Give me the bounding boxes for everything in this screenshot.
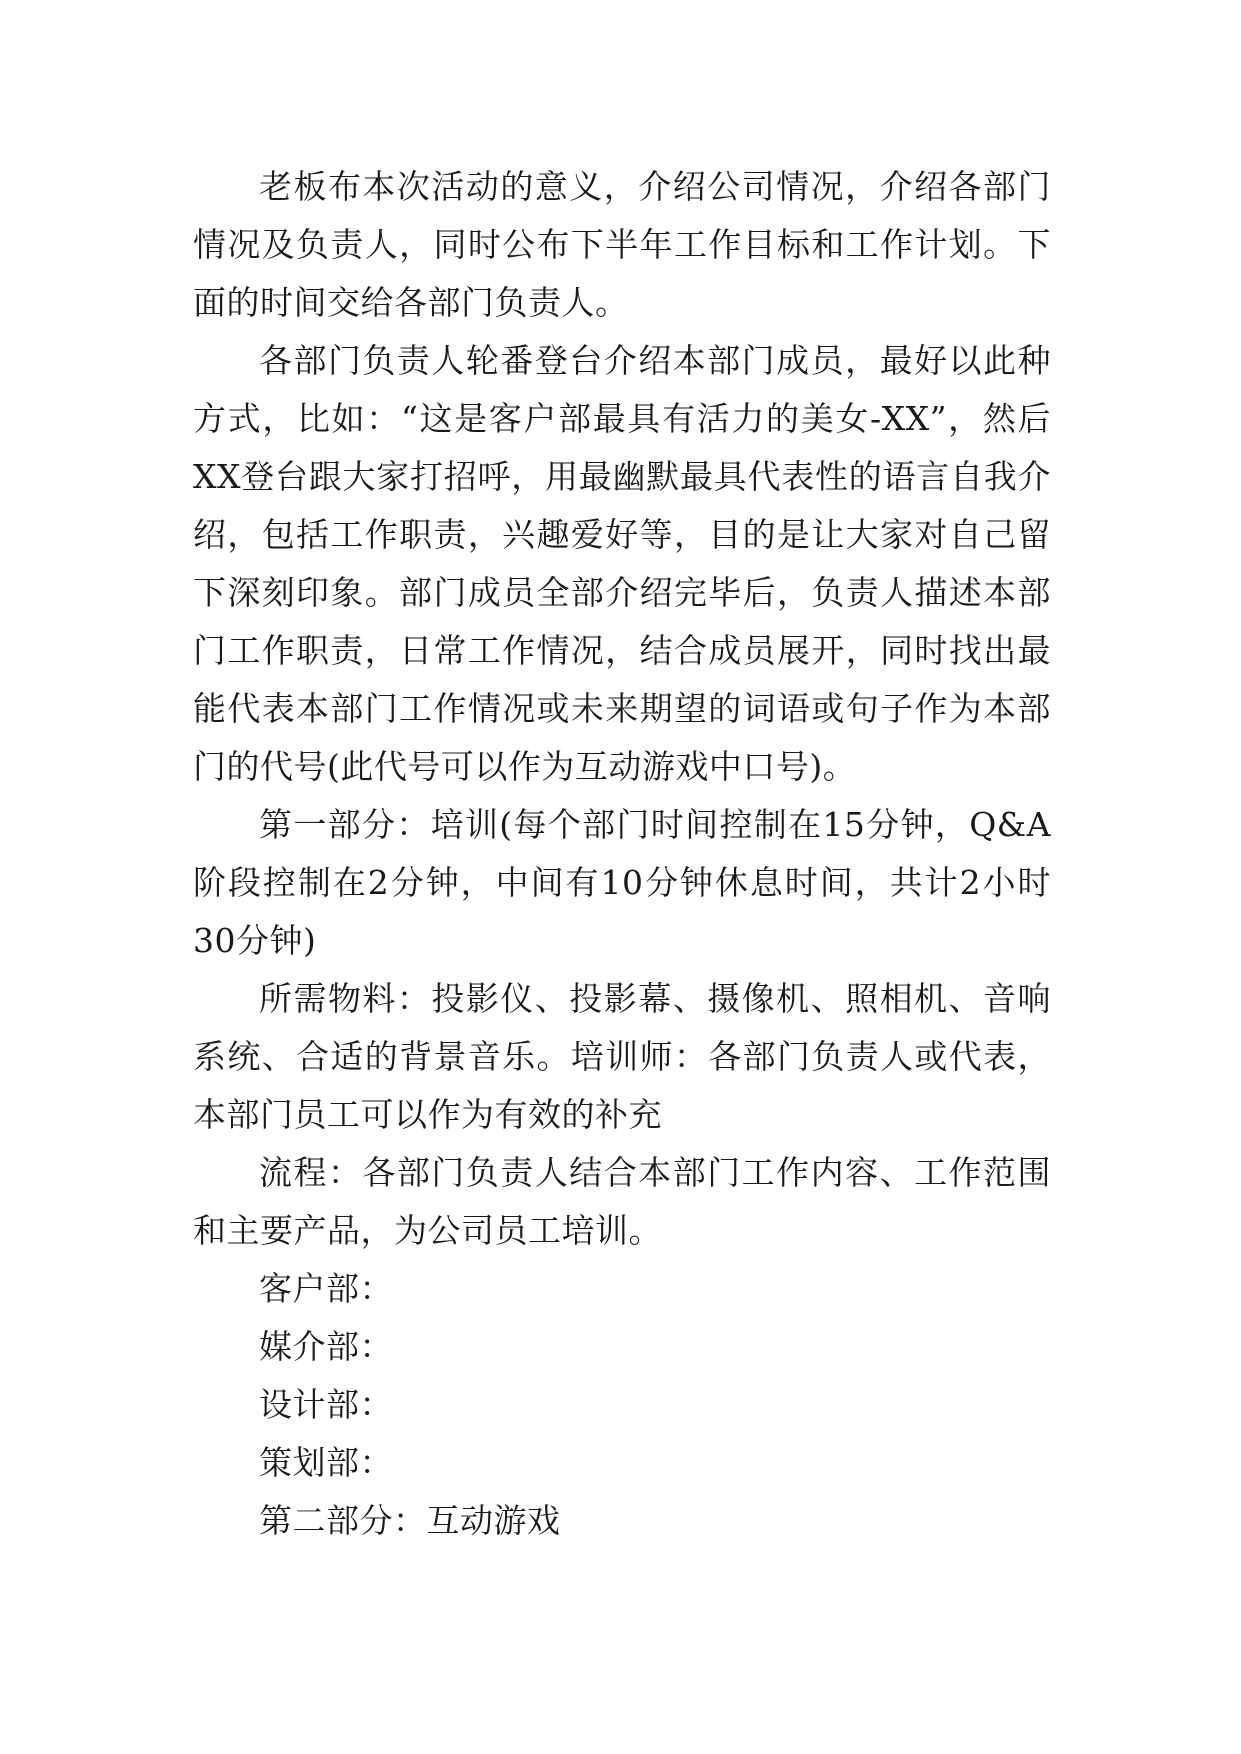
paragraph-materials: 所需物料：投影仪、投影幕、摄像机、照相机、音响系统、合适的背景音乐。培训师：各部门负责人或代表，本部门员工可以作为有效的补充 — [193, 979, 1051, 1134]
paragraph-part-one-training: 第一部分：培训(每个部门时间控制在15分钟，Q&A阶段控制在2分钟，中间有10分钟休息时间，共计2小时30分钟) — [193, 805, 1051, 960]
department-design: 设计部： — [259, 1385, 393, 1424]
document-body — [193, 158, 1051, 1550]
paragraph-process: 流程：各部门负责人结合本部门工作内容、工作范围和主要产品，为公司员工培训。 — [193, 1153, 1051, 1250]
section-two-heading: 第二部分：互动游戏 — [259, 1501, 561, 1540]
department-planning: 策划部： — [259, 1443, 393, 1482]
department-media: 媒介部： — [259, 1327, 393, 1366]
paragraph-activity-meaning: 老板布本次活动的意义，介绍公司情况，介绍各部门情况及负责人，同时公布下半年工作目标和工作计划。下面的时间交给各部门负责人。 — [193, 167, 1051, 322]
paragraph-department-introduction: 各部门负责人轮番登台介绍本部门成员，最好以此种方式，比如：“这是客户部最具有活力的美女-XX”，然后XX登台跟大家打招呼，用最幽默最具代表性的语言自我介绍，包括工作职责，兴趣爱好等，目的是让大家对自己留下深刻印象。部门成员全部介绍完毕后，负责人描述本部门工作职责，日常工作情况，结合成员展开，同时找出最能代表本部门工作情况或未来期望的词语或句子作为本部门的代号(此代号可以作为互动游戏中口号)。 — [193, 341, 1051, 786]
department-customer: 客户部： — [259, 1269, 393, 1308]
